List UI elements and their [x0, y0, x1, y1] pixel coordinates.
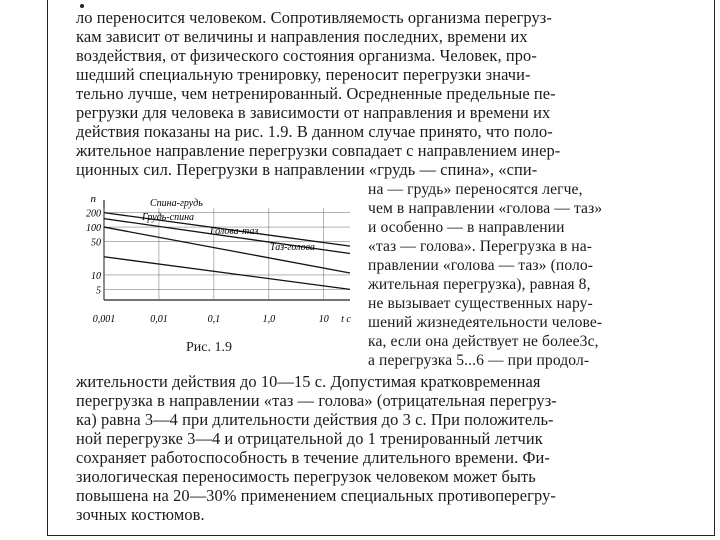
text-line: ной перегрузке 3—4 и отрицательной до 1 тренированный летчик: [76, 429, 543, 448]
x-tick-label: t c: [341, 314, 351, 325]
text-line: а перегрузка 5...6 — при продол-: [368, 352, 590, 369]
text-line: зочных костюмов.: [76, 505, 205, 524]
y-tick-label: 10: [91, 270, 101, 282]
text-line: зиологическая переносимость перегрузок человеком может быть: [76, 467, 536, 486]
text-line: правлении «голова — таз» (поло-: [368, 257, 594, 274]
x-tick-label: 0,001: [92, 314, 116, 325]
text-line: на — грудь» переносятся легче,: [368, 181, 583, 198]
text-line: ционных сил. Перегрузки в направлении «грудь — спина», «спи-: [76, 160, 538, 179]
x-tick-label: 0,01: [150, 314, 168, 325]
text-line: воздействия, от физического состояния организма. Человек, про-: [76, 46, 537, 65]
figure-caption: Рис. 1.9: [186, 340, 232, 355]
text-line: ка) равна 3—4 при длительности действия до 3 с. При положитель-: [76, 410, 554, 429]
text-line: ка, если она действует не более3с,: [368, 333, 599, 350]
y-axis-label: n: [90, 193, 96, 205]
text-line: кам зависит от величины и направления последних, времени их: [76, 27, 528, 46]
text-line: «таз — голова». Перегрузка в на-: [368, 238, 593, 255]
x-tick-label: 0,1: [207, 314, 221, 325]
y-tick-label: 50: [91, 237, 101, 249]
text-line: повышена на 20—30% применением специальных противоперегру-: [76, 486, 556, 505]
y-tick-label: 100: [86, 223, 101, 235]
text-line: и особенно — в направлении: [368, 219, 565, 236]
figure-1-9-chart: [80, 188, 360, 338]
text-line: чем в направлении «голова — таз»: [368, 200, 603, 217]
series-line: [104, 257, 350, 290]
text-line: не вызывает существенных нару-: [368, 295, 593, 312]
text-line: шедший специальную тренировку, переносит перегрузки значи-: [76, 65, 531, 84]
x-tick-label: 10: [318, 314, 329, 325]
y-tick-label: 200: [86, 208, 101, 220]
series-label: Спина-грудь: [150, 198, 203, 209]
text-line: перегрузка в направлении «таз — голова» (отрицательная перегруз-: [76, 391, 557, 410]
text-line: ло переносится человеком. Сопротивляемость организма перегруз-: [76, 8, 552, 27]
text-line: действия показаны на рис. 1.9. В данном случае принято, что поло-: [76, 122, 553, 141]
text-line: тельно лучше, чем нетренированный. Осредненные предельные пе-: [76, 84, 556, 103]
text-line: сохраняет работоспособность в течение длительного времени. Фи-: [76, 448, 550, 467]
text-line: жительная перегрузка), равная 8,: [368, 276, 591, 293]
y-tick-label: 5: [96, 285, 101, 297]
x-tick-label: 1,0: [262, 314, 276, 325]
series-label: Грудь-спина: [142, 212, 195, 223]
text-line: жительности действия до 10—15 с. Допустимая кратковременная: [76, 372, 541, 391]
text-line: регрузки для человека в зависимости от направления и времени их: [76, 103, 551, 122]
text-line: шений жизнедеятельности челове-: [368, 314, 603, 331]
series-label: Таз-голова: [270, 242, 315, 253]
text-line: жительное направление перегрузки совпадает с направлением инер-: [76, 141, 561, 160]
series-label: Голова-таз: [210, 226, 259, 237]
